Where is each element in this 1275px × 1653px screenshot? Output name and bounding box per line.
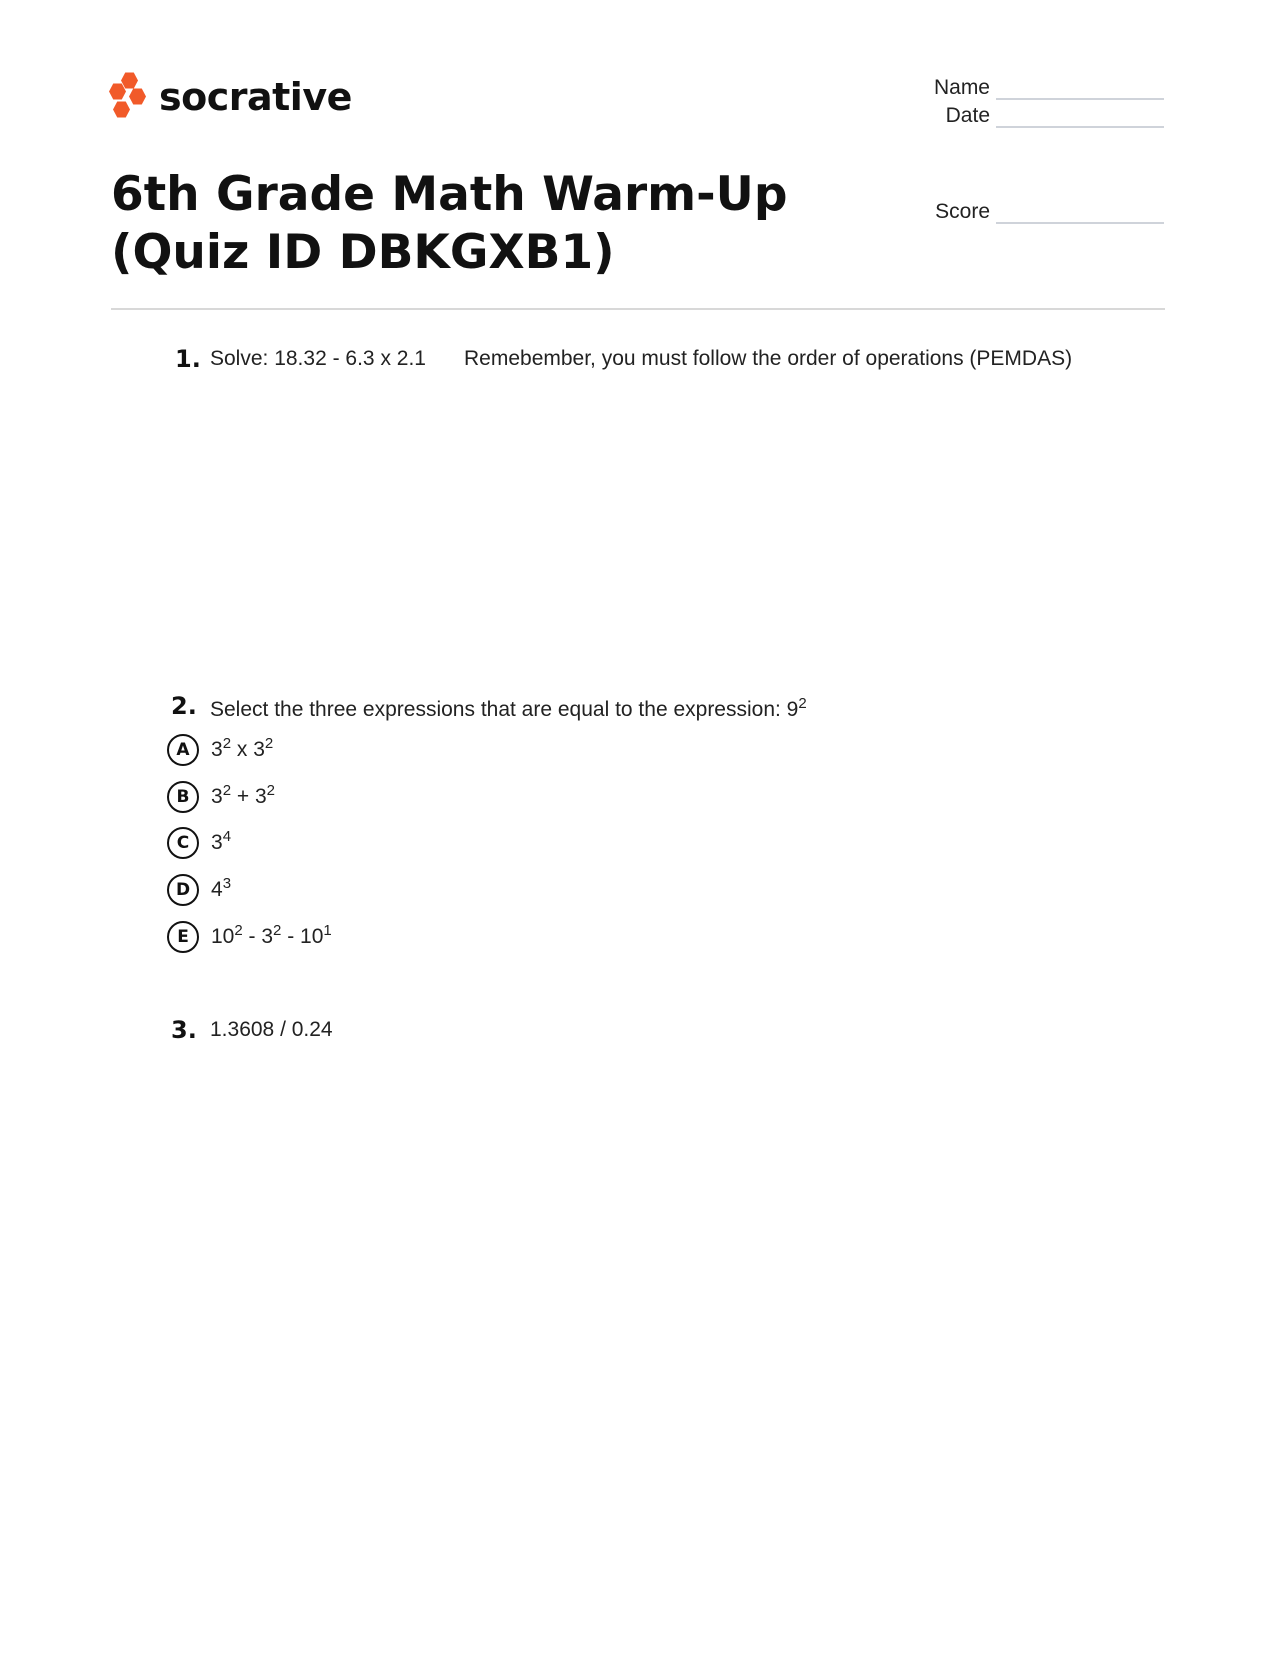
choice-expression (211, 735, 274, 762)
choice-expression (211, 782, 275, 809)
answer-choice-b[interactable] (167, 780, 275, 814)
answer-choice-c[interactable] (167, 826, 231, 860)
answer-choice-e[interactable] (167, 920, 332, 954)
answer-choice-d[interactable] (167, 873, 231, 907)
question-3-text: 1.3608 / 0.24 (210, 1018, 333, 1041)
choice-letter-circle[interactable]: D (167, 874, 199, 906)
question-2-prompt: Select the three expressions that are equal to the expression: 9 (210, 698, 799, 721)
question-2-number: 2. (171, 692, 197, 720)
choice-expression (211, 828, 232, 855)
choice-letter-circle[interactable]: B (167, 781, 199, 813)
expression-base: + 3 (231, 785, 267, 808)
date-label: Date (945, 104, 990, 127)
expression-base: 3 (211, 738, 223, 761)
brand-name: socrative (159, 75, 352, 119)
score-field[interactable] (900, 200, 1165, 228)
expression-exponent: 1 (323, 922, 332, 939)
expression-exponent: 2 (222, 735, 232, 752)
expression-exponent: 2 (222, 782, 232, 799)
socrative-logo (111, 72, 352, 122)
header-divider (111, 308, 1165, 310)
name-line[interactable] (996, 98, 1164, 100)
choice-expression (211, 875, 232, 902)
expression-base: x 3 (231, 738, 265, 761)
choice-letter-circle[interactable]: E (167, 921, 199, 953)
question-3-number: 3. (171, 1016, 197, 1044)
question-1-text: Solve: 18.32 - 6.3 x 2.1 (210, 347, 426, 370)
expression-exponent: 2 (266, 782, 275, 799)
question-2-text (210, 695, 807, 722)
choice-letter-circle[interactable]: C (167, 827, 199, 859)
score-label: Score (935, 200, 990, 223)
expression-base: 4 (211, 878, 223, 901)
expression-exponent: 4 (222, 828, 232, 845)
expression-base: - 10 (281, 925, 324, 948)
socrative-hexagon-icon (111, 72, 151, 122)
expression-exponent: 2 (273, 922, 282, 939)
question-1-note: Remebember, you must follow the order of operations (PEMDAS) (464, 347, 1073, 370)
expression-base: 3 (211, 785, 223, 808)
expression-exponent: 2 (234, 922, 243, 939)
question-1-number: 1. (175, 345, 201, 373)
date-line[interactable] (996, 126, 1164, 128)
expression-base: 10 (211, 925, 235, 948)
page-title: 6th Grade Math Warm-Up (Quiz ID DBKGXB1) (111, 167, 788, 280)
expression-exponent: 3 (222, 875, 232, 892)
expression-base: 3 (211, 831, 223, 854)
choice-expression (211, 922, 332, 949)
score-line[interactable] (996, 222, 1164, 224)
expression-base: - 3 (242, 925, 274, 948)
name-field[interactable] (900, 76, 1165, 104)
answer-choice-a[interactable] (167, 733, 273, 767)
choice-letter-circle[interactable]: A (167, 734, 199, 766)
name-label: Name (933, 76, 990, 99)
question-2-exponent: 2 (798, 695, 807, 712)
expression-exponent: 2 (264, 735, 274, 752)
date-field[interactable] (900, 104, 1165, 132)
